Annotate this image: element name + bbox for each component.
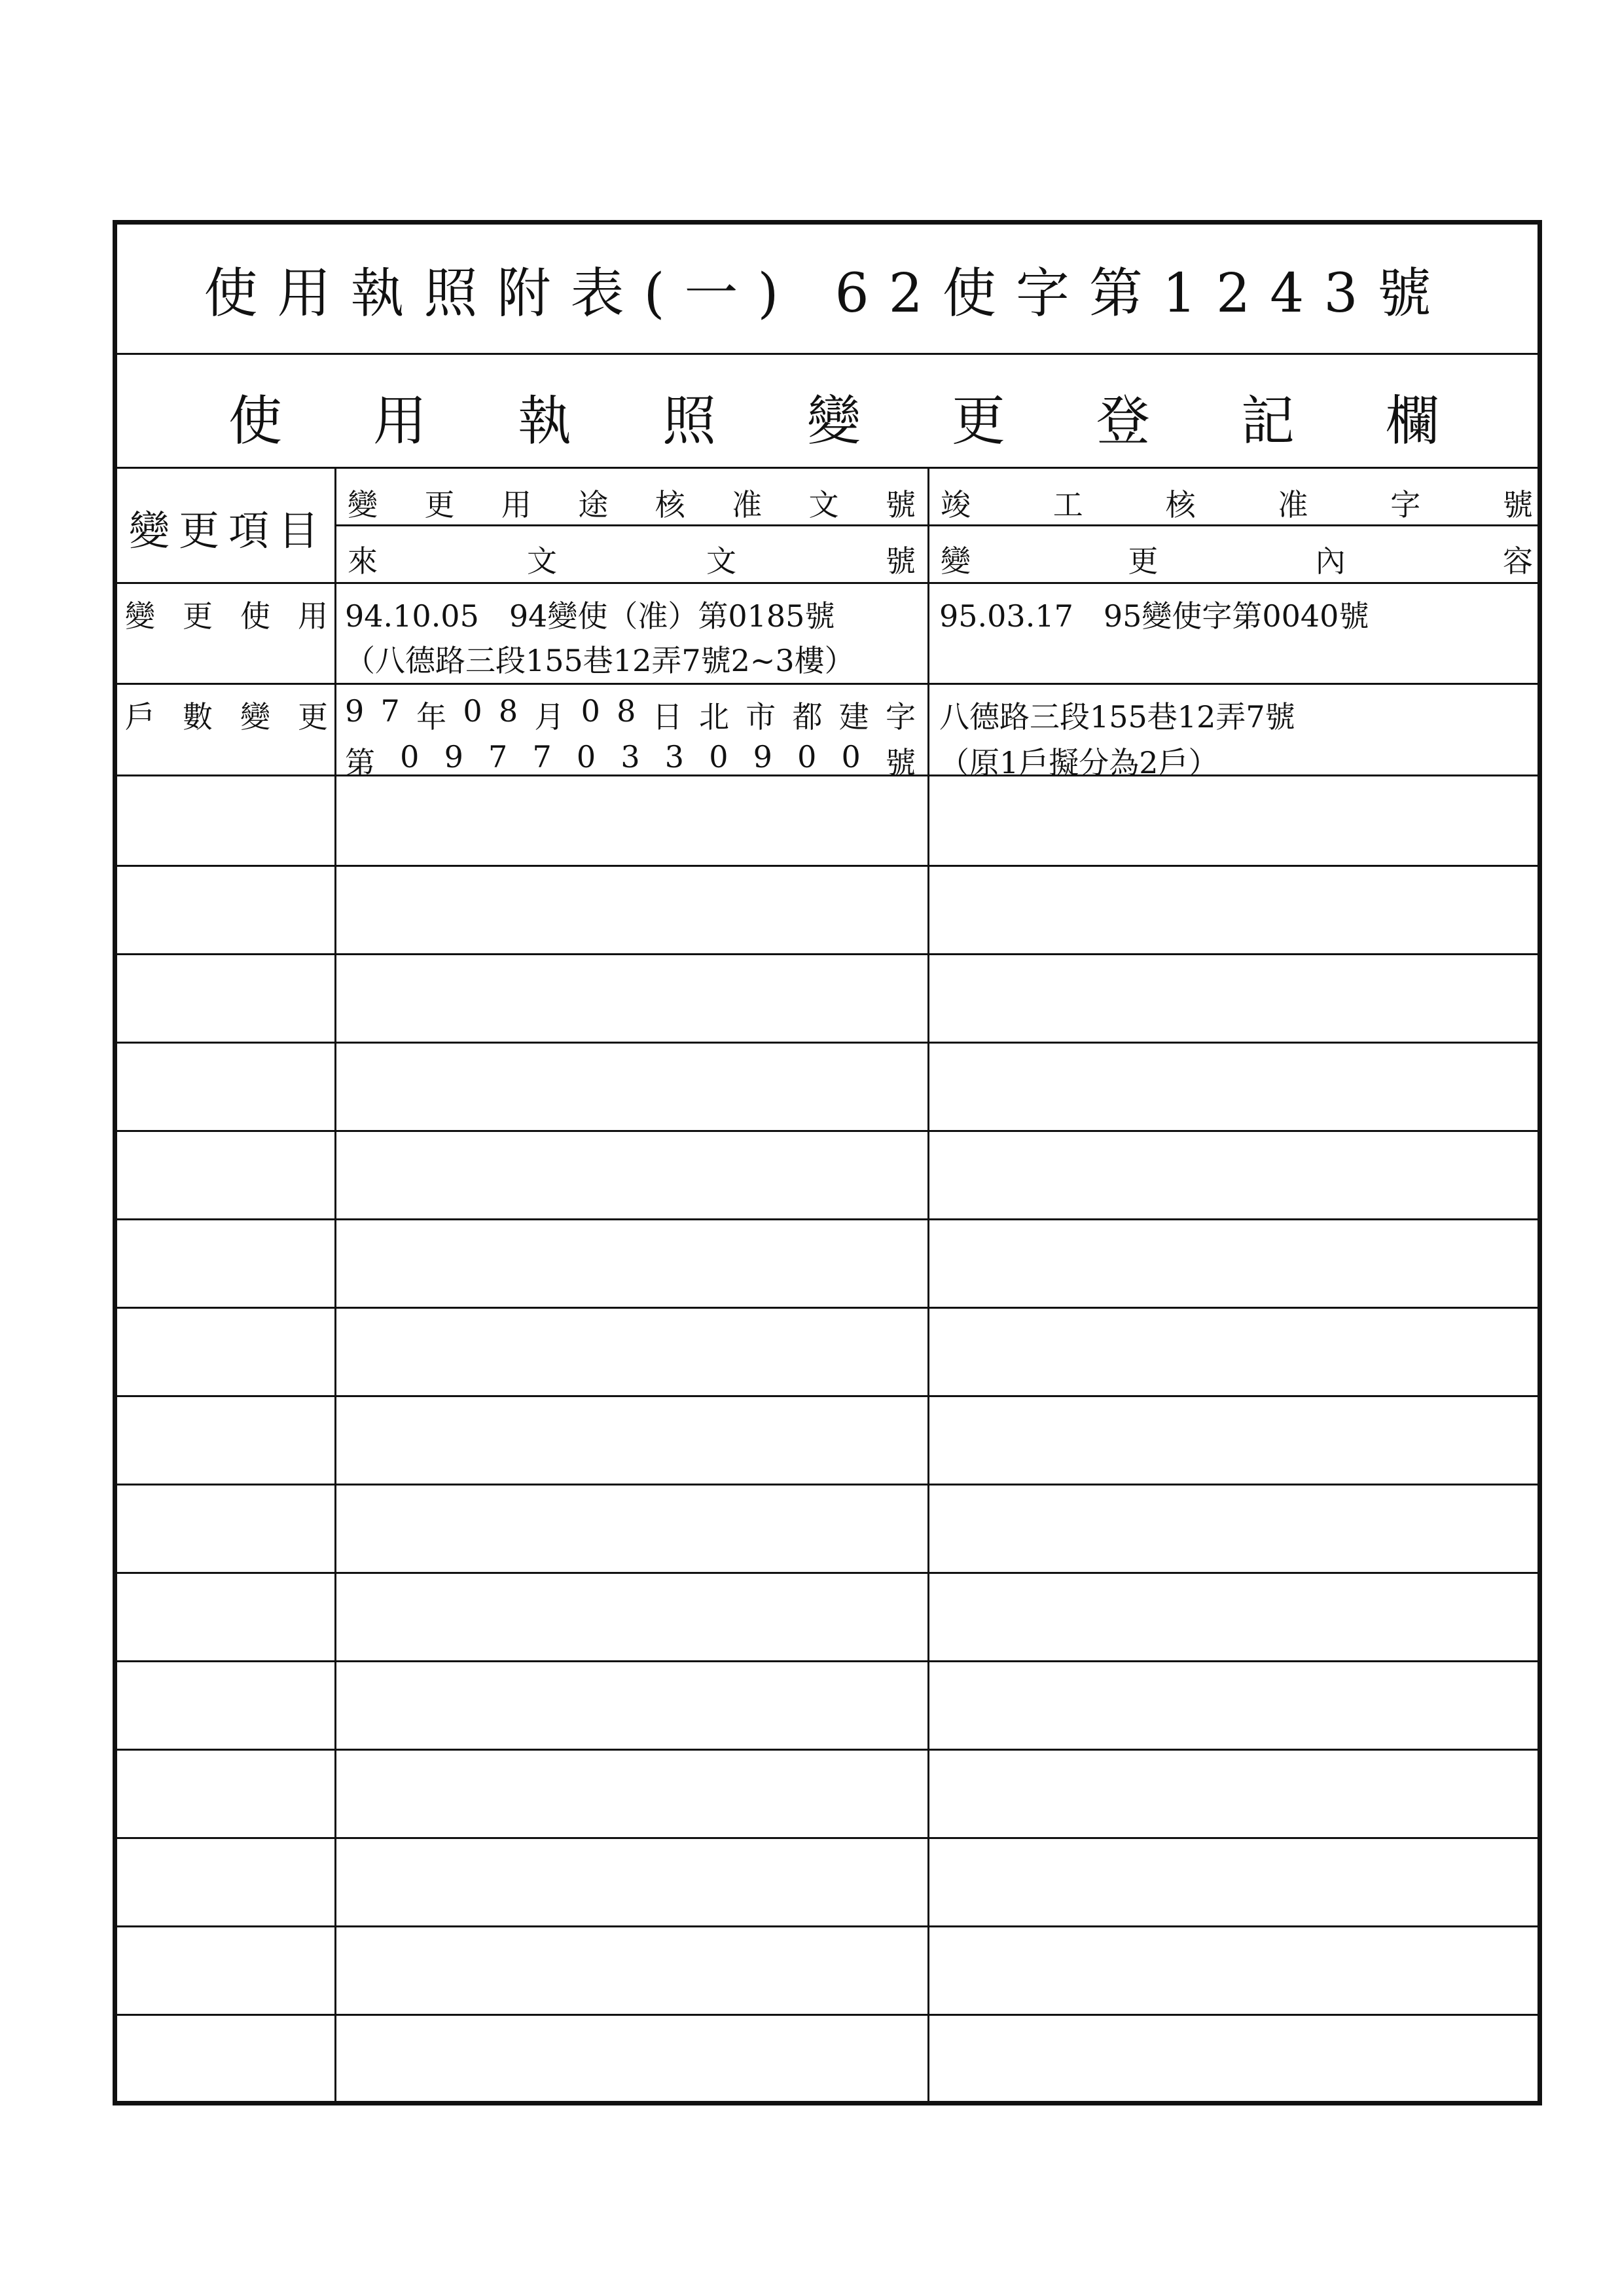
header-approval-doc-number bbox=[348, 481, 916, 524]
empty-row-divider bbox=[117, 865, 1537, 867]
header-char: 來 bbox=[348, 543, 378, 579]
doc-char: 0 bbox=[463, 693, 482, 729]
subtitle-divider bbox=[117, 467, 1537, 469]
header-char: 用 bbox=[501, 487, 531, 522]
doc-char: 字 bbox=[885, 699, 916, 735]
empty-row-divider bbox=[117, 1484, 1537, 1485]
header-change-content bbox=[941, 538, 1533, 581]
subtitle-char: 使 bbox=[228, 390, 283, 452]
empty-row-divider bbox=[117, 1307, 1537, 1309]
empty-row-divider bbox=[117, 953, 1537, 955]
doc-char: 建 bbox=[838, 699, 869, 735]
row-item-household-change bbox=[125, 693, 328, 737]
column-divider-item bbox=[334, 467, 336, 2101]
doc-char: 0 bbox=[797, 739, 817, 774]
header-item-label: 變更項目 bbox=[129, 507, 329, 555]
doc-char: 9 bbox=[345, 693, 365, 729]
page-title: 使用執照附表(一) 62使字第1243號 bbox=[204, 263, 1451, 325]
item-char: 用 bbox=[298, 598, 328, 634]
doc-char: 日 bbox=[652, 699, 683, 735]
header-char: 核 bbox=[1165, 487, 1196, 522]
subtitle-char: 用 bbox=[372, 390, 427, 452]
header-mid-divider bbox=[336, 524, 1537, 526]
item-char: 更 bbox=[183, 598, 213, 634]
doc-char: 9 bbox=[444, 739, 463, 774]
doc-char: 0 bbox=[400, 739, 420, 774]
empty-row-divider bbox=[117, 1042, 1537, 1044]
empty-row-divider bbox=[117, 1572, 1537, 1574]
empty-row-divider bbox=[117, 1660, 1537, 1662]
empty-row-divider bbox=[117, 1395, 1537, 1397]
doc-char: 0 bbox=[581, 693, 600, 729]
doc-char: 第 bbox=[345, 745, 375, 780]
row2-change-content-note: （原1戶擬分為2戶） bbox=[939, 745, 1219, 780]
header-char: 號 bbox=[886, 543, 916, 579]
row2-change-content: 八德路三段155巷12弄7號 bbox=[939, 699, 1295, 735]
subtitle-char: 執 bbox=[517, 390, 571, 452]
header-char: 更 bbox=[1128, 543, 1159, 579]
doc-char: 年 bbox=[416, 699, 447, 735]
subtitle-char: 欄 bbox=[1385, 390, 1439, 452]
row-divider bbox=[117, 683, 1537, 685]
header-char: 容 bbox=[1502, 543, 1533, 579]
page-subtitle bbox=[228, 378, 1439, 455]
header-char: 工 bbox=[1052, 487, 1083, 522]
item-char: 使 bbox=[240, 598, 270, 634]
row1-completion-doc: 95.03.17 95變使字第0040號 bbox=[939, 598, 1369, 634]
header-char: 竣 bbox=[941, 487, 971, 522]
row-divider bbox=[117, 774, 1537, 776]
row1-approval-doc-note: （八德路三段155巷12弄7號2~3樓） bbox=[345, 643, 855, 678]
doc-char: 號 bbox=[885, 745, 916, 780]
header-incoming-doc-number bbox=[348, 538, 916, 581]
subtitle-char: 更 bbox=[951, 390, 1005, 452]
doc-char: 0 bbox=[841, 739, 861, 774]
doc-char: 月 bbox=[534, 699, 565, 735]
subtitle-char: 變 bbox=[806, 390, 861, 452]
header-char: 文 bbox=[527, 543, 557, 579]
subtitle-char: 登 bbox=[1096, 390, 1150, 452]
doc-char: 都 bbox=[792, 699, 823, 735]
header-char: 核 bbox=[655, 487, 685, 522]
empty-row-divider bbox=[117, 1925, 1537, 1927]
header-completion-approval-number bbox=[941, 481, 1533, 524]
empty-row-divider bbox=[117, 1837, 1537, 1839]
doc-char: 0 bbox=[709, 739, 728, 774]
row1-approval-doc: 94.10.05 94變使（准）第0185號 bbox=[345, 598, 835, 634]
doc-char: 9 bbox=[753, 739, 772, 774]
doc-char: 3 bbox=[620, 739, 640, 774]
header-char: 文 bbox=[706, 543, 736, 579]
header-char: 准 bbox=[732, 487, 763, 522]
column-divider-middle bbox=[927, 467, 929, 2101]
row2-incoming-doc-date bbox=[345, 693, 916, 737]
empty-row-divider bbox=[117, 1130, 1537, 1132]
title-divider bbox=[117, 353, 1537, 355]
item-char: 更 bbox=[298, 699, 328, 735]
doc-char: 7 bbox=[532, 739, 552, 774]
doc-char: 0 bbox=[576, 739, 596, 774]
item-char: 戶 bbox=[125, 699, 155, 735]
header-char: 准 bbox=[1278, 487, 1308, 522]
item-char: 變 bbox=[240, 699, 270, 735]
license-form-frame bbox=[113, 220, 1542, 2105]
doc-char: 北 bbox=[698, 699, 729, 735]
row-item-change-use bbox=[125, 592, 328, 636]
header-char: 字 bbox=[1390, 487, 1421, 522]
header-char: 文 bbox=[808, 487, 839, 522]
subtitle-char: 照 bbox=[662, 390, 716, 452]
empty-row-divider bbox=[117, 1749, 1537, 1751]
empty-row-divider bbox=[117, 1218, 1537, 1220]
doc-char: 3 bbox=[664, 739, 685, 774]
header-char: 更 bbox=[424, 487, 455, 522]
header-char: 變 bbox=[941, 543, 971, 579]
item-char: 數 bbox=[183, 699, 213, 735]
header-char: 號 bbox=[885, 487, 916, 522]
doc-char: 7 bbox=[380, 693, 400, 729]
header-char: 號 bbox=[1502, 487, 1533, 522]
item-char: 變 bbox=[125, 598, 155, 634]
doc-char: 8 bbox=[617, 693, 636, 729]
doc-char: 7 bbox=[488, 739, 508, 774]
header-char: 途 bbox=[578, 487, 609, 522]
empty-row-divider bbox=[117, 2014, 1537, 2016]
header-char: 內 bbox=[1315, 543, 1346, 579]
doc-char: 8 bbox=[498, 693, 518, 729]
doc-char: 市 bbox=[746, 699, 776, 735]
header-char: 變 bbox=[348, 487, 378, 522]
subtitle-char: 記 bbox=[1240, 390, 1295, 452]
header-bottom-divider bbox=[117, 582, 1537, 584]
